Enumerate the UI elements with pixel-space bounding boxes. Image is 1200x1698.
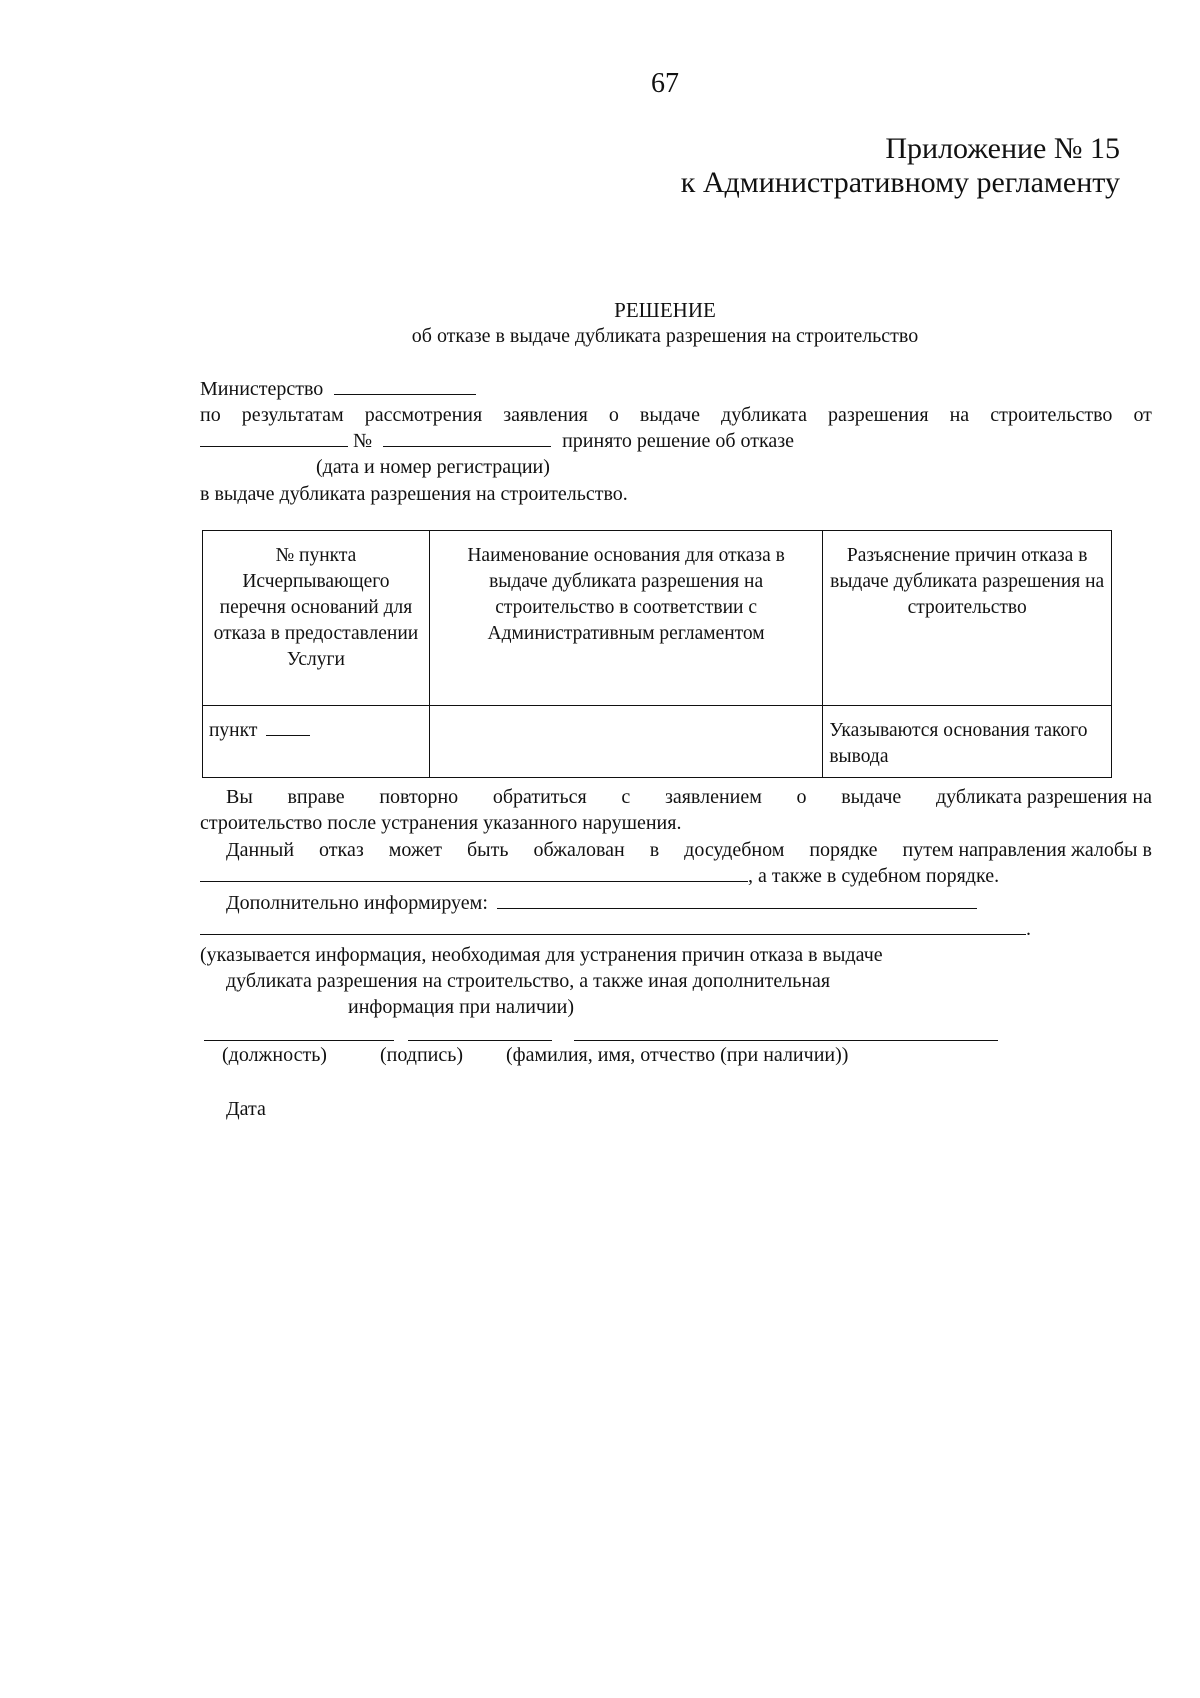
- intro-word: на: [949, 404, 970, 426]
- appeal-line-2: [200, 865, 999, 888]
- intro-word: от: [1133, 404, 1152, 426]
- additional-info-line-2: [200, 918, 1031, 941]
- appeal-word: в: [649, 839, 660, 861]
- ministry-blank: [334, 393, 476, 395]
- ministry-line: [200, 378, 476, 401]
- number-blank: [383, 445, 551, 447]
- intro-word: выдаче: [639, 404, 700, 426]
- clause-blank: [266, 734, 310, 736]
- appeal-word: порядке: [809, 839, 878, 861]
- note-line-2: дубликата разрешения на строительство, а также иная дополнительная: [226, 970, 831, 992]
- intro-word: рассмотрения: [364, 404, 483, 426]
- intro-word: результатам: [241, 404, 344, 426]
- signature-label: (подпись): [380, 1044, 464, 1066]
- note-line-3: информация при наличии): [348, 996, 575, 1018]
- decision-title: РЕШЕНИЕ: [614, 298, 716, 322]
- clause-label: пункт: [209, 720, 258, 741]
- appeal-word: досудебном: [684, 839, 785, 861]
- note-line-1: (указывается информация, необходимая для устранения причин отказа в выдаче: [200, 944, 883, 966]
- reapply-word: с: [621, 786, 631, 808]
- appeal-word: обжалован: [533, 839, 625, 861]
- intro-word: разрешения: [827, 404, 929, 426]
- decision-subtitle: об отказе в выдаче дубликата разрешения на строительство: [411, 325, 919, 347]
- additional-info-blank-2: [200, 933, 1026, 935]
- intro-word: дубликата: [721, 404, 807, 426]
- appeal-line: [226, 839, 1152, 862]
- position-line: [204, 1040, 394, 1041]
- intro-word: строительство: [990, 404, 1113, 426]
- appeal-word: путем направления жалобы в: [902, 839, 1152, 861]
- cell-explanation: Указываются основания такого вывода: [823, 706, 1112, 778]
- reapply-word: вправе: [287, 786, 345, 808]
- reapply-line-2: строительство после устранения указанного нарушения.: [200, 812, 682, 834]
- refusal-table: [202, 530, 1112, 778]
- intro-word: заявления: [503, 404, 588, 426]
- intro-line: [200, 404, 1152, 427]
- appeal-suffix: , а также в судебном порядке.: [748, 865, 1000, 887]
- appeal-authority-blank: [200, 880, 748, 882]
- appeal-word: быть: [467, 839, 509, 861]
- number-sign: №: [353, 430, 373, 452]
- date-label: Дата: [226, 1098, 266, 1120]
- appendix-title: Приложение № 15: [885, 132, 1120, 165]
- header-refusal-ground: Наименование основания для отказа в выдаче дубликата разрешения на строительство в соответствии с Административным регламентом: [429, 531, 822, 706]
- reapply-word: выдаче: [841, 786, 902, 808]
- table-header-row: [203, 531, 1112, 706]
- full-name-line: [574, 1040, 998, 1041]
- reapply-word: Вы: [226, 786, 253, 808]
- position-label: (должность): [222, 1044, 327, 1066]
- period: .: [1026, 918, 1031, 940]
- table-row: [203, 706, 1112, 778]
- page-number: 67: [651, 68, 679, 99]
- cell-ground: [429, 706, 822, 778]
- appeal-word: может: [388, 839, 443, 861]
- date-number-note: (дата и номер регистрации): [316, 456, 550, 478]
- full-name-label: (фамилия, имя, отчество (при наличии)): [506, 1044, 849, 1066]
- reapply-word: о: [796, 786, 807, 808]
- date-blank: [200, 445, 348, 447]
- ministry-label: Министерство: [200, 378, 324, 400]
- reapply-line: [226, 786, 1152, 809]
- registration-line: [200, 430, 794, 453]
- header-clause-number: № пункта Исчерпывающего перечня оснований для отказа в предоставлении Услуги: [203, 531, 430, 706]
- reapply-word: дубликата разрешения на: [935, 786, 1152, 808]
- additional-info-blank: [497, 907, 977, 909]
- additional-info-line: [226, 892, 977, 915]
- decision-taken-text: принято решение об отказе: [562, 430, 795, 452]
- appendix-subtitle: к Административному регламенту: [680, 166, 1120, 199]
- reapply-word: повторно: [379, 786, 459, 808]
- intro-word: о: [608, 404, 619, 426]
- appeal-word: Данный: [226, 839, 295, 861]
- signature-line: [408, 1040, 552, 1041]
- additional-info-label: Дополнительно информируем:: [226, 892, 488, 914]
- reapply-word: заявлением: [664, 786, 762, 808]
- appeal-word: отказ: [319, 839, 364, 861]
- intro-final-line: в выдаче дубликата разрешения на строительство.: [200, 483, 628, 505]
- reapply-word: обратиться: [492, 786, 587, 808]
- header-refusal-explanation: Разъяснение причин отказа в выдаче дубликата разрешения на строительство: [823, 531, 1112, 706]
- intro-word: по: [200, 404, 221, 426]
- cell-clause: [203, 706, 430, 778]
